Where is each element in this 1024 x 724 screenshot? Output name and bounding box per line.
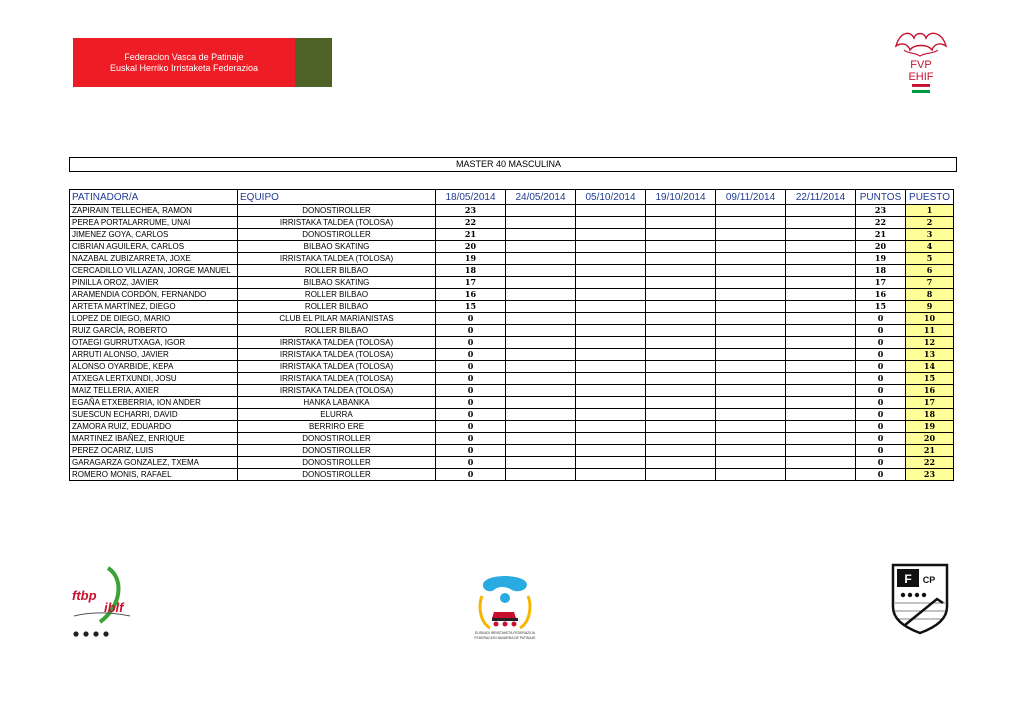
round-score-empty [576, 229, 646, 241]
round-score-empty [786, 217, 856, 229]
round-score-empty [646, 289, 716, 301]
table-row [70, 277, 954, 289]
table-row [70, 469, 954, 481]
round-score-empty [646, 241, 716, 253]
final-position: 1 [906, 205, 954, 217]
round-score: 16 [436, 289, 506, 301]
round-score: 0 [436, 385, 506, 397]
final-position: 5 [906, 253, 954, 265]
table-row [70, 241, 954, 253]
round-score: 0 [436, 457, 506, 469]
team-name: IRRISTAKA TALDEA (TOLOSA) [238, 373, 436, 385]
round-score-empty [786, 349, 856, 361]
round-score: 0 [436, 337, 506, 349]
round-score-empty [506, 349, 576, 361]
round-score-empty [716, 205, 786, 217]
total-points: 23 [856, 205, 906, 217]
round-score-empty [576, 301, 646, 313]
final-position: 6 [906, 265, 954, 277]
skater-name: PINILLA OROZ, JAVIER [70, 277, 238, 289]
round-score-empty [786, 445, 856, 457]
federation-name-eu: Euskal Herriko Irristaketa Federazioa [109, 62, 259, 73]
final-position: 20 [906, 433, 954, 445]
round-score-empty [716, 301, 786, 313]
team-name: ROLLER BILBAO [238, 301, 436, 313]
team-name: IRRISTAKA TALDEA (TOLOSA) [238, 385, 436, 397]
round-score-empty [716, 421, 786, 433]
ftbp-iblf-logo [70, 566, 140, 640]
total-points: 0 [856, 385, 906, 397]
table-row [70, 325, 954, 337]
round-score-empty [576, 397, 646, 409]
round-score-empty [576, 205, 646, 217]
round-score-empty [646, 397, 716, 409]
skater-name: ARTETA MARTÍNEZ, DIEGO [70, 301, 238, 313]
round-score-empty [646, 445, 716, 457]
round-score: 18 [436, 265, 506, 277]
final-position: 21 [906, 445, 954, 457]
logo-fvp-text: FVP [910, 59, 932, 71]
round-score-empty [506, 325, 576, 337]
team-name: IRRISTAKA TALDEA (TOLOSA) [238, 361, 436, 373]
final-position: 17 [906, 397, 954, 409]
round-score-empty [716, 217, 786, 229]
skater-name: CERCADILLO VILLAZAN, JORGE MANUEL [70, 265, 238, 277]
round-score-empty [786, 469, 856, 481]
total-points: 0 [856, 325, 906, 337]
round-score-empty [716, 229, 786, 241]
table-row [70, 289, 954, 301]
team-name: IRRISTAKA TALDEA (TOLOSA) [238, 253, 436, 265]
round-score-empty [576, 277, 646, 289]
final-position: 11 [906, 325, 954, 337]
round-score-empty [716, 349, 786, 361]
team-name: DONOSTIROLLER [238, 469, 436, 481]
round-score-empty [786, 421, 856, 433]
round-score: 0 [436, 397, 506, 409]
category-title-bar [69, 157, 957, 172]
skater-name: ZAPIRAIN TELLECHEA, RAMON [70, 205, 238, 217]
round-score-empty [716, 373, 786, 385]
round-score-empty [576, 217, 646, 229]
header-green-block [295, 38, 332, 87]
final-position: 8 [906, 289, 954, 301]
round-score-empty [716, 409, 786, 421]
skater-name: CIBRIAN AGUILERA, CARLOS [70, 241, 238, 253]
round-score-empty [506, 265, 576, 277]
team-name: DONOSTIROLLER [238, 445, 436, 457]
round-score-empty [646, 433, 716, 445]
team-name: ROLLER BILBAO [238, 289, 436, 301]
skater-name: GARAGARZA GONZALEZ, TXEMA [70, 457, 238, 469]
round-score-empty [646, 385, 716, 397]
round-score-empty [646, 277, 716, 289]
round-score-empty [646, 325, 716, 337]
team-name: DONOSTIROLLER [238, 205, 436, 217]
round-score: 0 [436, 361, 506, 373]
skater-name: PEREA PORTALARRUME, UNAI [70, 217, 238, 229]
round-score-empty [786, 385, 856, 397]
round-score-empty [786, 325, 856, 337]
total-points: 16 [856, 289, 906, 301]
table-row [70, 217, 954, 229]
skater-name: NAZABAL ZUBIZARRETA, JOXE [70, 253, 238, 265]
federation-header [73, 38, 332, 87]
total-points: 0 [856, 421, 906, 433]
total-points: 20 [856, 241, 906, 253]
final-position: 12 [906, 337, 954, 349]
table-header-row [70, 190, 954, 205]
total-points: 15 [856, 301, 906, 313]
total-points: 22 [856, 217, 906, 229]
final-position: 19 [906, 421, 954, 433]
round-score-empty [786, 433, 856, 445]
total-points: 17 [856, 277, 906, 289]
team-name: DONOSTIROLLER [238, 457, 436, 469]
round-score-empty [576, 445, 646, 457]
final-position: 4 [906, 241, 954, 253]
round-score-empty [506, 313, 576, 325]
round-score-empty [506, 373, 576, 385]
table-row [70, 433, 954, 445]
round-score-empty [716, 313, 786, 325]
round-score-empty [646, 421, 716, 433]
logo-caption-1: EUSKADI IRRISTAKETA FEDERAZIOA [475, 631, 535, 635]
round-score-empty [576, 253, 646, 265]
round-score-empty [576, 325, 646, 337]
team-name: IRRISTAKA TALDEA (TOLOSA) [238, 349, 436, 361]
total-points: 0 [856, 433, 906, 445]
round-score-empty [506, 457, 576, 469]
round-score-empty [506, 253, 576, 265]
round-score-empty [646, 265, 716, 277]
team-name: BILBAO SKATING [238, 277, 436, 289]
column-header: 24/05/2014 [506, 190, 576, 205]
round-score-empty [646, 361, 716, 373]
round-score: 17 [436, 277, 506, 289]
column-header: 18/05/2014 [436, 190, 506, 205]
round-score-empty [576, 469, 646, 481]
round-score-empty [716, 433, 786, 445]
round-score-empty [786, 313, 856, 325]
round-score-empty [506, 361, 576, 373]
round-score: 0 [436, 469, 506, 481]
round-score-empty [716, 457, 786, 469]
team-name: CLUB EL PILAR MARIANISTAS [238, 313, 436, 325]
table-row [70, 337, 954, 349]
table-row [70, 397, 954, 409]
round-score-empty [576, 289, 646, 301]
column-header: 19/10/2014 [646, 190, 716, 205]
skater-name: MAIZ TELLERIA, AXIER [70, 385, 238, 397]
round-score-empty [506, 337, 576, 349]
round-score: 0 [436, 373, 506, 385]
table-body [70, 205, 954, 481]
round-score-empty [576, 385, 646, 397]
team-name: ROLLER BILBAO [238, 265, 436, 277]
round-score-empty [576, 361, 646, 373]
round-score-empty [786, 301, 856, 313]
round-score-empty [786, 409, 856, 421]
round-score-empty [716, 397, 786, 409]
total-points: 0 [856, 313, 906, 325]
round-score: 20 [436, 241, 506, 253]
table-row [70, 361, 954, 373]
round-score-empty [786, 253, 856, 265]
final-position: 13 [906, 349, 954, 361]
round-score: 23 [436, 205, 506, 217]
round-score-empty [646, 217, 716, 229]
round-score-empty [646, 349, 716, 361]
final-position: 7 [906, 277, 954, 289]
fcp-shield-logo [891, 563, 949, 635]
team-name: IRRISTAKA TALDEA (TOLOSA) [238, 217, 436, 229]
column-header: EQUIPO [238, 190, 436, 205]
round-score-empty [786, 229, 856, 241]
navarra-federation-logo [468, 572, 542, 642]
category-title: MASTER 40 MASCULINA [456, 159, 562, 169]
round-score-empty [786, 265, 856, 277]
final-position: 22 [906, 457, 954, 469]
round-score-empty [716, 337, 786, 349]
round-score-empty [716, 253, 786, 265]
column-header: PUNTOS [856, 190, 906, 205]
round-score-empty [646, 253, 716, 265]
round-score-empty [506, 205, 576, 217]
round-score-empty [646, 469, 716, 481]
federation-name-es: Federacion Vasca de Patinaje [124, 51, 244, 62]
round-score-empty [786, 457, 856, 469]
total-points: 19 [856, 253, 906, 265]
team-name: BERRIRO ERE [238, 421, 436, 433]
round-score: 19 [436, 253, 506, 265]
table-row [70, 205, 954, 217]
final-position: 14 [906, 361, 954, 373]
round-score-empty [506, 217, 576, 229]
total-points: 0 [856, 373, 906, 385]
federation-name-box [73, 38, 295, 87]
table-row [70, 313, 954, 325]
round-score-empty [786, 241, 856, 253]
round-score-empty [576, 265, 646, 277]
table-row [70, 421, 954, 433]
final-position: 10 [906, 313, 954, 325]
skater-name: SUESCUN ECHARRI, DAVID [70, 409, 238, 421]
round-score-empty [716, 325, 786, 337]
round-score-empty [646, 409, 716, 421]
round-score-empty [506, 469, 576, 481]
table-row [70, 385, 954, 397]
total-points: 0 [856, 445, 906, 457]
round-score-empty [576, 457, 646, 469]
round-score-empty [576, 349, 646, 361]
results-table [69, 189, 954, 481]
table-row [70, 253, 954, 265]
team-name: HANKA LABANKA [238, 397, 436, 409]
round-score: 21 [436, 229, 506, 241]
round-score-empty [786, 205, 856, 217]
round-score-empty [646, 457, 716, 469]
column-header: 05/10/2014 [576, 190, 646, 205]
logo-caption-2: FEDERACION NAVARRA DE PATINAJE [474, 636, 536, 640]
round-score: 0 [436, 409, 506, 421]
round-score-empty [716, 469, 786, 481]
round-score: 0 [436, 349, 506, 361]
round-score-empty [576, 433, 646, 445]
round-score-empty [786, 337, 856, 349]
column-header: 09/11/2014 [716, 190, 786, 205]
total-points: 0 [856, 457, 906, 469]
fvp-ehif-logo [890, 28, 952, 98]
svg-text:F: F [904, 572, 912, 586]
round-score-empty [786, 277, 856, 289]
round-score-empty [646, 205, 716, 217]
table-row [70, 409, 954, 421]
team-name: IRRISTAKA TALDEA (TOLOSA) [238, 337, 436, 349]
round-score-empty [506, 301, 576, 313]
final-position: 2 [906, 217, 954, 229]
round-score: 0 [436, 445, 506, 457]
column-header: PATINADOR/A [70, 190, 238, 205]
round-score-empty [716, 361, 786, 373]
round-score-empty [716, 241, 786, 253]
round-score-empty [716, 277, 786, 289]
skater-name: ARAMENDIA CORDÓN, FERNANDO [70, 289, 238, 301]
round-score-empty [786, 373, 856, 385]
table-row [70, 301, 954, 313]
skater-name: ROMERO MONIS, RAFAEL [70, 469, 238, 481]
round-score-empty [716, 445, 786, 457]
round-score-empty [506, 421, 576, 433]
final-position: 18 [906, 409, 954, 421]
table-row [70, 229, 954, 241]
logo-iblf-text: iblf [104, 600, 124, 615]
round-score-empty [506, 385, 576, 397]
total-points: 0 [856, 337, 906, 349]
round-score: 0 [436, 433, 506, 445]
round-score: 0 [436, 325, 506, 337]
round-score-empty [786, 397, 856, 409]
round-score-empty [506, 445, 576, 457]
round-score-empty [716, 385, 786, 397]
total-points: 0 [856, 397, 906, 409]
team-name: ELURRA [238, 409, 436, 421]
team-name: BILBAO SKATING [238, 241, 436, 253]
round-score-empty [646, 301, 716, 313]
table-row [70, 457, 954, 469]
final-position: 15 [906, 373, 954, 385]
round-score-empty [506, 289, 576, 301]
table-row [70, 445, 954, 457]
round-score: 0 [436, 421, 506, 433]
round-score-empty [646, 229, 716, 241]
round-score: 0 [436, 313, 506, 325]
skater-name: LOPEZ DE DIEGO, MARIO [70, 313, 238, 325]
round-score-empty [716, 289, 786, 301]
skater-name: MARTINEZ IBAÑEZ, ENRIQUE [70, 433, 238, 445]
total-points: 0 [856, 349, 906, 361]
round-score-empty [576, 337, 646, 349]
round-score-empty [506, 277, 576, 289]
total-points: 0 [856, 469, 906, 481]
skater-name: ZAMORA RUIZ, EDUARDO [70, 421, 238, 433]
total-points: 18 [856, 265, 906, 277]
round-score-empty [506, 241, 576, 253]
team-name: DONOSTIROLLER [238, 433, 436, 445]
round-score-empty [576, 421, 646, 433]
round-score-empty [646, 337, 716, 349]
round-score-empty [786, 361, 856, 373]
total-points: 0 [856, 409, 906, 421]
final-position: 23 [906, 469, 954, 481]
round-score-empty [716, 265, 786, 277]
table-row [70, 373, 954, 385]
skater-name: OTAEGI GURRUTXAGA, IGOR [70, 337, 238, 349]
round-score-empty [646, 373, 716, 385]
round-score-empty [506, 433, 576, 445]
table-row [70, 349, 954, 361]
table-row [70, 265, 954, 277]
final-position: 3 [906, 229, 954, 241]
column-header: PUESTO [906, 190, 954, 205]
skater-name: ARRUTI ALONSO, JAVIER [70, 349, 238, 361]
round-score-empty [786, 289, 856, 301]
skater-name: RUIZ GARCÍA, ROBERTO [70, 325, 238, 337]
round-score-empty [646, 313, 716, 325]
logo-ftbp-text: ftbp [72, 588, 97, 603]
team-name: DONOSTIROLLER [238, 229, 436, 241]
round-score-empty [506, 409, 576, 421]
svg-text:CP: CP [922, 575, 936, 585]
round-score-empty [576, 409, 646, 421]
skater-name: EGAÑA ETXEBERRIA, ION ANDER [70, 397, 238, 409]
final-position: 9 [906, 301, 954, 313]
team-name: ROLLER BILBAO [238, 325, 436, 337]
round-score-empty [506, 229, 576, 241]
logo-ehif-text: EHIF [908, 71, 934, 83]
skater-name: JIMENEZ GOYA, CARLOS [70, 229, 238, 241]
round-score-empty [576, 373, 646, 385]
round-score: 15 [436, 301, 506, 313]
total-points: 21 [856, 229, 906, 241]
skater-name: ALONSO OYARBIDE, KEPA [70, 361, 238, 373]
round-score-empty [506, 397, 576, 409]
round-score-empty [576, 313, 646, 325]
skater-name: ATXEGA LERTXUNDI, JOSU [70, 373, 238, 385]
skater-name: PEREZ OCARIZ, LUIS [70, 445, 238, 457]
column-header: 22/11/2014 [786, 190, 856, 205]
final-position: 16 [906, 385, 954, 397]
round-score-empty [576, 241, 646, 253]
round-score: 22 [436, 217, 506, 229]
total-points: 0 [856, 361, 906, 373]
